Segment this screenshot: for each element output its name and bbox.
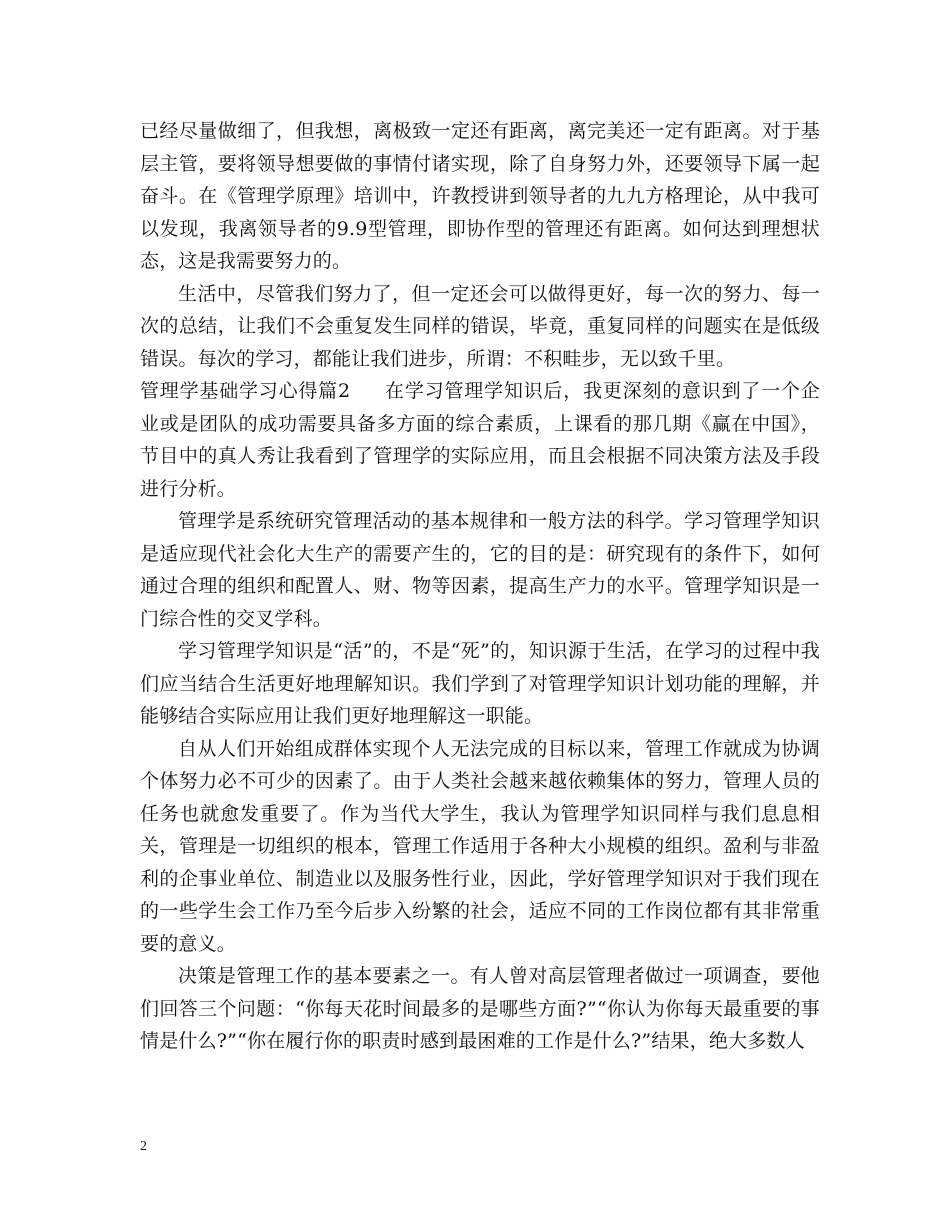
paragraph-1: 已经尽量做细了，但我想，离极致一定还有距离，离完美还一定有距离。对于基层主管，要将领导想要做的事情付诸实现，除了自身努力外，还要领导下属一起奋斗。在《管理学原理》培训中，许教授讲到领导者的九九方格理论，从中我可以发现，我离领导者的9.9型管理，即协作型的管理还有距离。如何达到理想状态，这是我需要努力的。	[140, 120, 820, 272]
paragraph-2: 生活中，尽管我们努力了，但一定还会可以做得更好，每一次的努力、每一次的总结，让我们不会重复发生同样的错误，毕竟，重复同样的问题实在是低级错误。每次的学习，都能让我们进步，所谓：不积畦步，无以致千里。	[140, 282, 820, 370]
paragraph-7: 决策是管理工作的基本要素之一。有人曾对高层管理者做过一项调查，要他们回答三个问题：“你每天花时间最多的是哪些方面?”“你认为你每天最重要的事情是什么?”“你在履行你的职责时感到最困难的工作是什么?”结果，绝大多数人	[140, 965, 820, 1052]
document-body	[140, 115, 820, 1058]
page-number: 2	[140, 1139, 147, 1154]
paragraph-3-text: 在学习管理学知识后，我更深刻的意识到了一个企业或是团队的成功需要具备多方面的综合素质，上课看的那几期《赢在中国》，节目中的真人秀让我看到了管理学的实际应用，而且会根据不同决策方法及手段进行分析。	[140, 380, 820, 500]
section-heading: 管理学基础学习心得篇2	[140, 380, 351, 402]
paragraph-6: 自从人们开始组成群体实现个人无法完成的目标以来，管理工作就成为协调个体努力必不可少的因素了。由于人类社会越来越依赖集体的努力，管理人员的任务也就愈发重要了。作为当代大学生，我认为管理学知识同样与我们息息相关，管理是一切组织的根本，管理工作适用于各种大小规模的组织。盈利与非盈利的企事业单位、制造业以及服务性行业，因此，学好管理学知识对于我们现在的一些学生会工作乃至今后步入纷繁的社会，适应不同的工作岗位都有其非常重要的意义。	[140, 737, 820, 955]
paragraph-3	[140, 375, 820, 505]
paragraph-5: 学习管理学知识是“活”的，不是“死”的，知识源于生活，在学习的过程中我们应当结合生活更好地理解知识。我们学到了对管理学知识计划功能的理解，并能够结合实际应用让我们更好地理解这一职能。	[140, 640, 820, 727]
paragraph-4: 管理学是系统研究管理活动的基本规律和一般方法的科学。学习管理学知识是适应现代社会化大生产的需要产生的，它的目的是：研究现有的条件下，如何通过合理的组织和配置人、财、物等因素，提高生产力的水平。管理学知识是一门综合性的交叉学科。	[140, 510, 820, 630]
